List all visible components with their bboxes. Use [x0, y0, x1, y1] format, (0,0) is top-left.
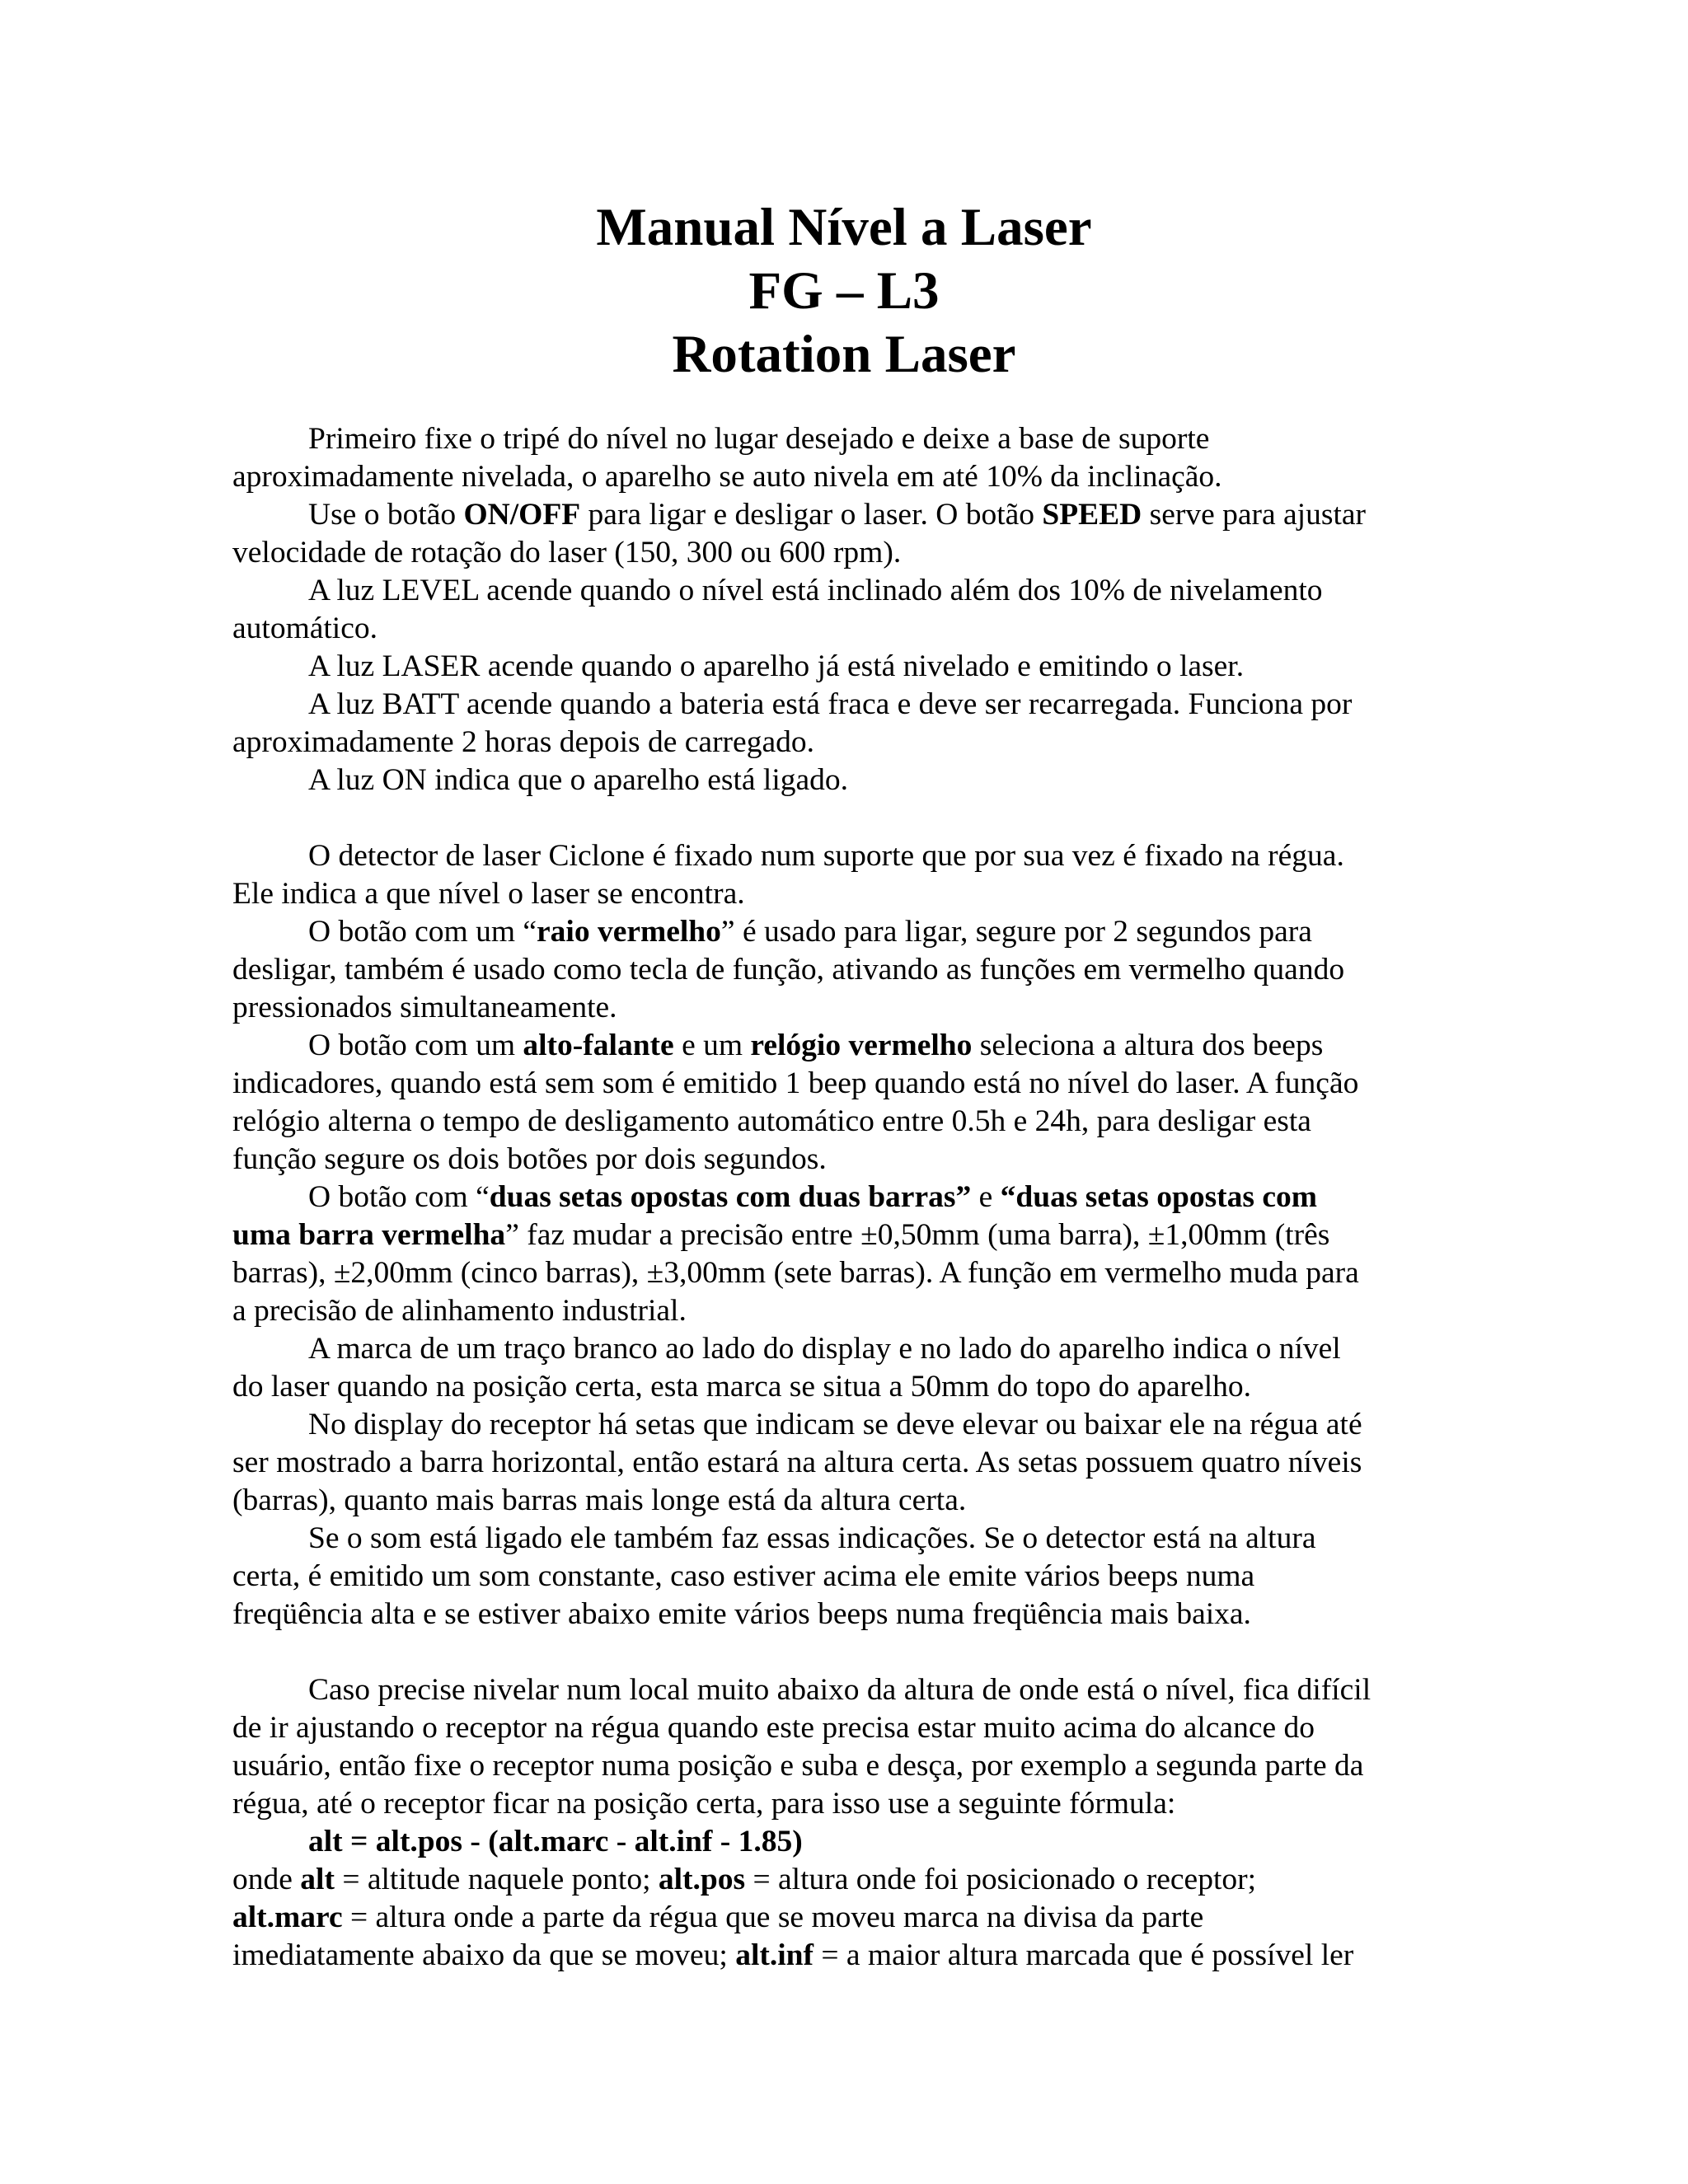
text-line: pressionados simultaneamente. — [232, 991, 617, 1024]
text-line: Use o botão ON/OFF para ligar e desligar o laser. O botão SPEED serve para ajustar — [308, 498, 1366, 532]
text-line: Primeiro fixe o tripé do nível no lugar desejado e deixe a base de suporte — [308, 422, 1210, 456]
section-laser-level — [232, 420, 1452, 799]
text-line: usuário, então fixe o receptor numa posição e suba e desça, por exemplo a segunda parte da — [232, 1749, 1364, 1783]
text-line: Se o som está ligado ele também faz essas indicações. Se o detector está na altura — [308, 1521, 1316, 1555]
title-line-1: Manual Nível a Laser — [596, 198, 1092, 257]
section-formula — [232, 1671, 1452, 1975]
relogio-vermelho-label: relógio vermelho — [750, 1029, 973, 1062]
text-line: No display do receptor há setas que indicam se deve elevar ou baixar ele na régua até — [308, 1408, 1362, 1441]
text-line: Caso precise nivelar num local muito abaixo da altura de onde está o nível, fica difícil — [308, 1673, 1372, 1707]
text-line: (barras), quanto mais barras mais longe está da altura certa. — [232, 1483, 967, 1517]
text-line: a precisão de alinhamento industrial. — [232, 1294, 687, 1328]
text-line: O botão com um alto-falante e um relógio vermelho seleciona a altura dos beeps — [308, 1029, 1324, 1062]
text-line: onde alt = altitude naquele ponto; alt.pos = altura onde foi posicionado o receptor; — [232, 1863, 1257, 1896]
text-line: certa, é emitido um som constante, caso estiver acima ele emite vários beeps numa — [232, 1559, 1255, 1593]
alt-term: alt — [300, 1863, 335, 1896]
speed-label: SPEED — [1042, 498, 1142, 532]
text-line: freqüência alta e se estiver abaixo emite vários beeps numa freqüência mais baixa. — [232, 1597, 1251, 1631]
text-line: ser mostrado a barra horizontal, então estará na altura certa. As setas possuem quatro níveis — [232, 1446, 1362, 1479]
title-line-2: FG – L3 — [748, 261, 940, 321]
document-title — [0, 196, 1688, 387]
text-line: do laser quando na posição certa, esta marca se situa a 50mm do topo do aparelho. — [232, 1370, 1252, 1404]
duas-barras-label: duas setas opostas com duas barras” — [489, 1180, 972, 1214]
paragraph-gap — [232, 799, 1452, 837]
text-line: aproximadamente 2 horas depois de carregado. — [232, 725, 814, 759]
text-line: régua, até o receptor ficar na posição certa, para isso use a seguinte fórmula: — [232, 1787, 1176, 1821]
alt-pos-term: alt.pos — [658, 1863, 746, 1896]
text-line: função segure os dois botões por dois segundos. — [232, 1142, 827, 1176]
formula-line — [232, 1823, 1452, 1861]
document-body — [232, 420, 1452, 1975]
text-line: O detector de laser Ciclone é fixado num suporte que por sua vez é fixado na régua. — [308, 839, 1344, 873]
text-line: desligar, também é usado como tecla de função, ativando as funções em vermelho quando — [232, 953, 1345, 987]
raio-vermelho-label: raio vermelho — [537, 915, 721, 949]
text-line: alt.marc = altura onde a parte da régua que se moveu marca na divisa da parte — [232, 1900, 1204, 1934]
text-line: Ele indica a que nível o laser se encontra. — [232, 877, 745, 911]
uma-barra-label-start: “duas setas opostas com — [1000, 1180, 1318, 1214]
text-line: velocidade de rotação do laser (150, 300 ou 600 rpm). — [232, 536, 902, 569]
text-line: imediatamente abaixo da que se moveu; alt.inf = a maior altura marcada que é possível ler — [232, 1938, 1354, 1972]
text-line: A luz LEVEL acende quando o nível está inclinado além dos 10% de nivelamento — [308, 574, 1323, 607]
text-line: A luz ON indica que o aparelho está ligado. — [308, 763, 849, 797]
alt-marc-term: alt.marc — [232, 1900, 343, 1934]
alto-falante-label: alto-falante — [523, 1029, 674, 1062]
text-line: indicadores, quando está sem som é emitido 1 beep quando está no nível do laser. A função — [232, 1066, 1359, 1100]
text-line: relógio alterna o tempo de desligamento automático entre 0.5h e 24h, para desligar esta — [232, 1104, 1311, 1138]
text-line: automático. — [232, 612, 377, 645]
alt-inf-term: alt.inf — [735, 1938, 814, 1972]
text-line: uma barra vermelha” faz mudar a precisão entre ±0,50mm (uma barra), ±1,00mm (três — [232, 1218, 1330, 1252]
text-line: A luz BATT acende quando a bateria está fraca e deve ser recarregada. Funciona por — [308, 687, 1353, 721]
title-line-3: Rotation Laser — [672, 325, 1016, 384]
text-line: de ir ajustando o receptor na régua quando este precisa estar muito acima do alcance do — [232, 1711, 1315, 1745]
on-off-label: ON/OFF — [463, 498, 581, 532]
text-line: O botão com um “raio vermelho” é usado para ligar, segure por 2 segundos para — [308, 915, 1312, 949]
text-line: barras), ±2,00mm (cinco barras), ±3,00mm (sete barras). A função em vermelho muda para — [232, 1256, 1359, 1290]
section-detector — [232, 837, 1452, 1633]
text-line: O botão com “duas setas opostas com duas barras” e “duas setas opostas com — [308, 1180, 1318, 1214]
uma-barra-label-end: uma barra vermelha — [232, 1218, 506, 1252]
text-line: A luz LASER acende quando o aparelho já está nivelado e emitindo o laser. — [308, 649, 1245, 683]
text-line: aproximadamente nivelada, o aparelho se auto nivela em até 10% da inclinação. — [232, 460, 1222, 494]
text-line: A marca de um traço branco ao lado do display e no lado do aparelho indica o nível — [308, 1332, 1341, 1366]
paragraph-gap — [232, 1633, 1452, 1671]
formula: alt = alt.pos - (alt.marc - alt.inf - 1.85) — [308, 1825, 803, 1858]
